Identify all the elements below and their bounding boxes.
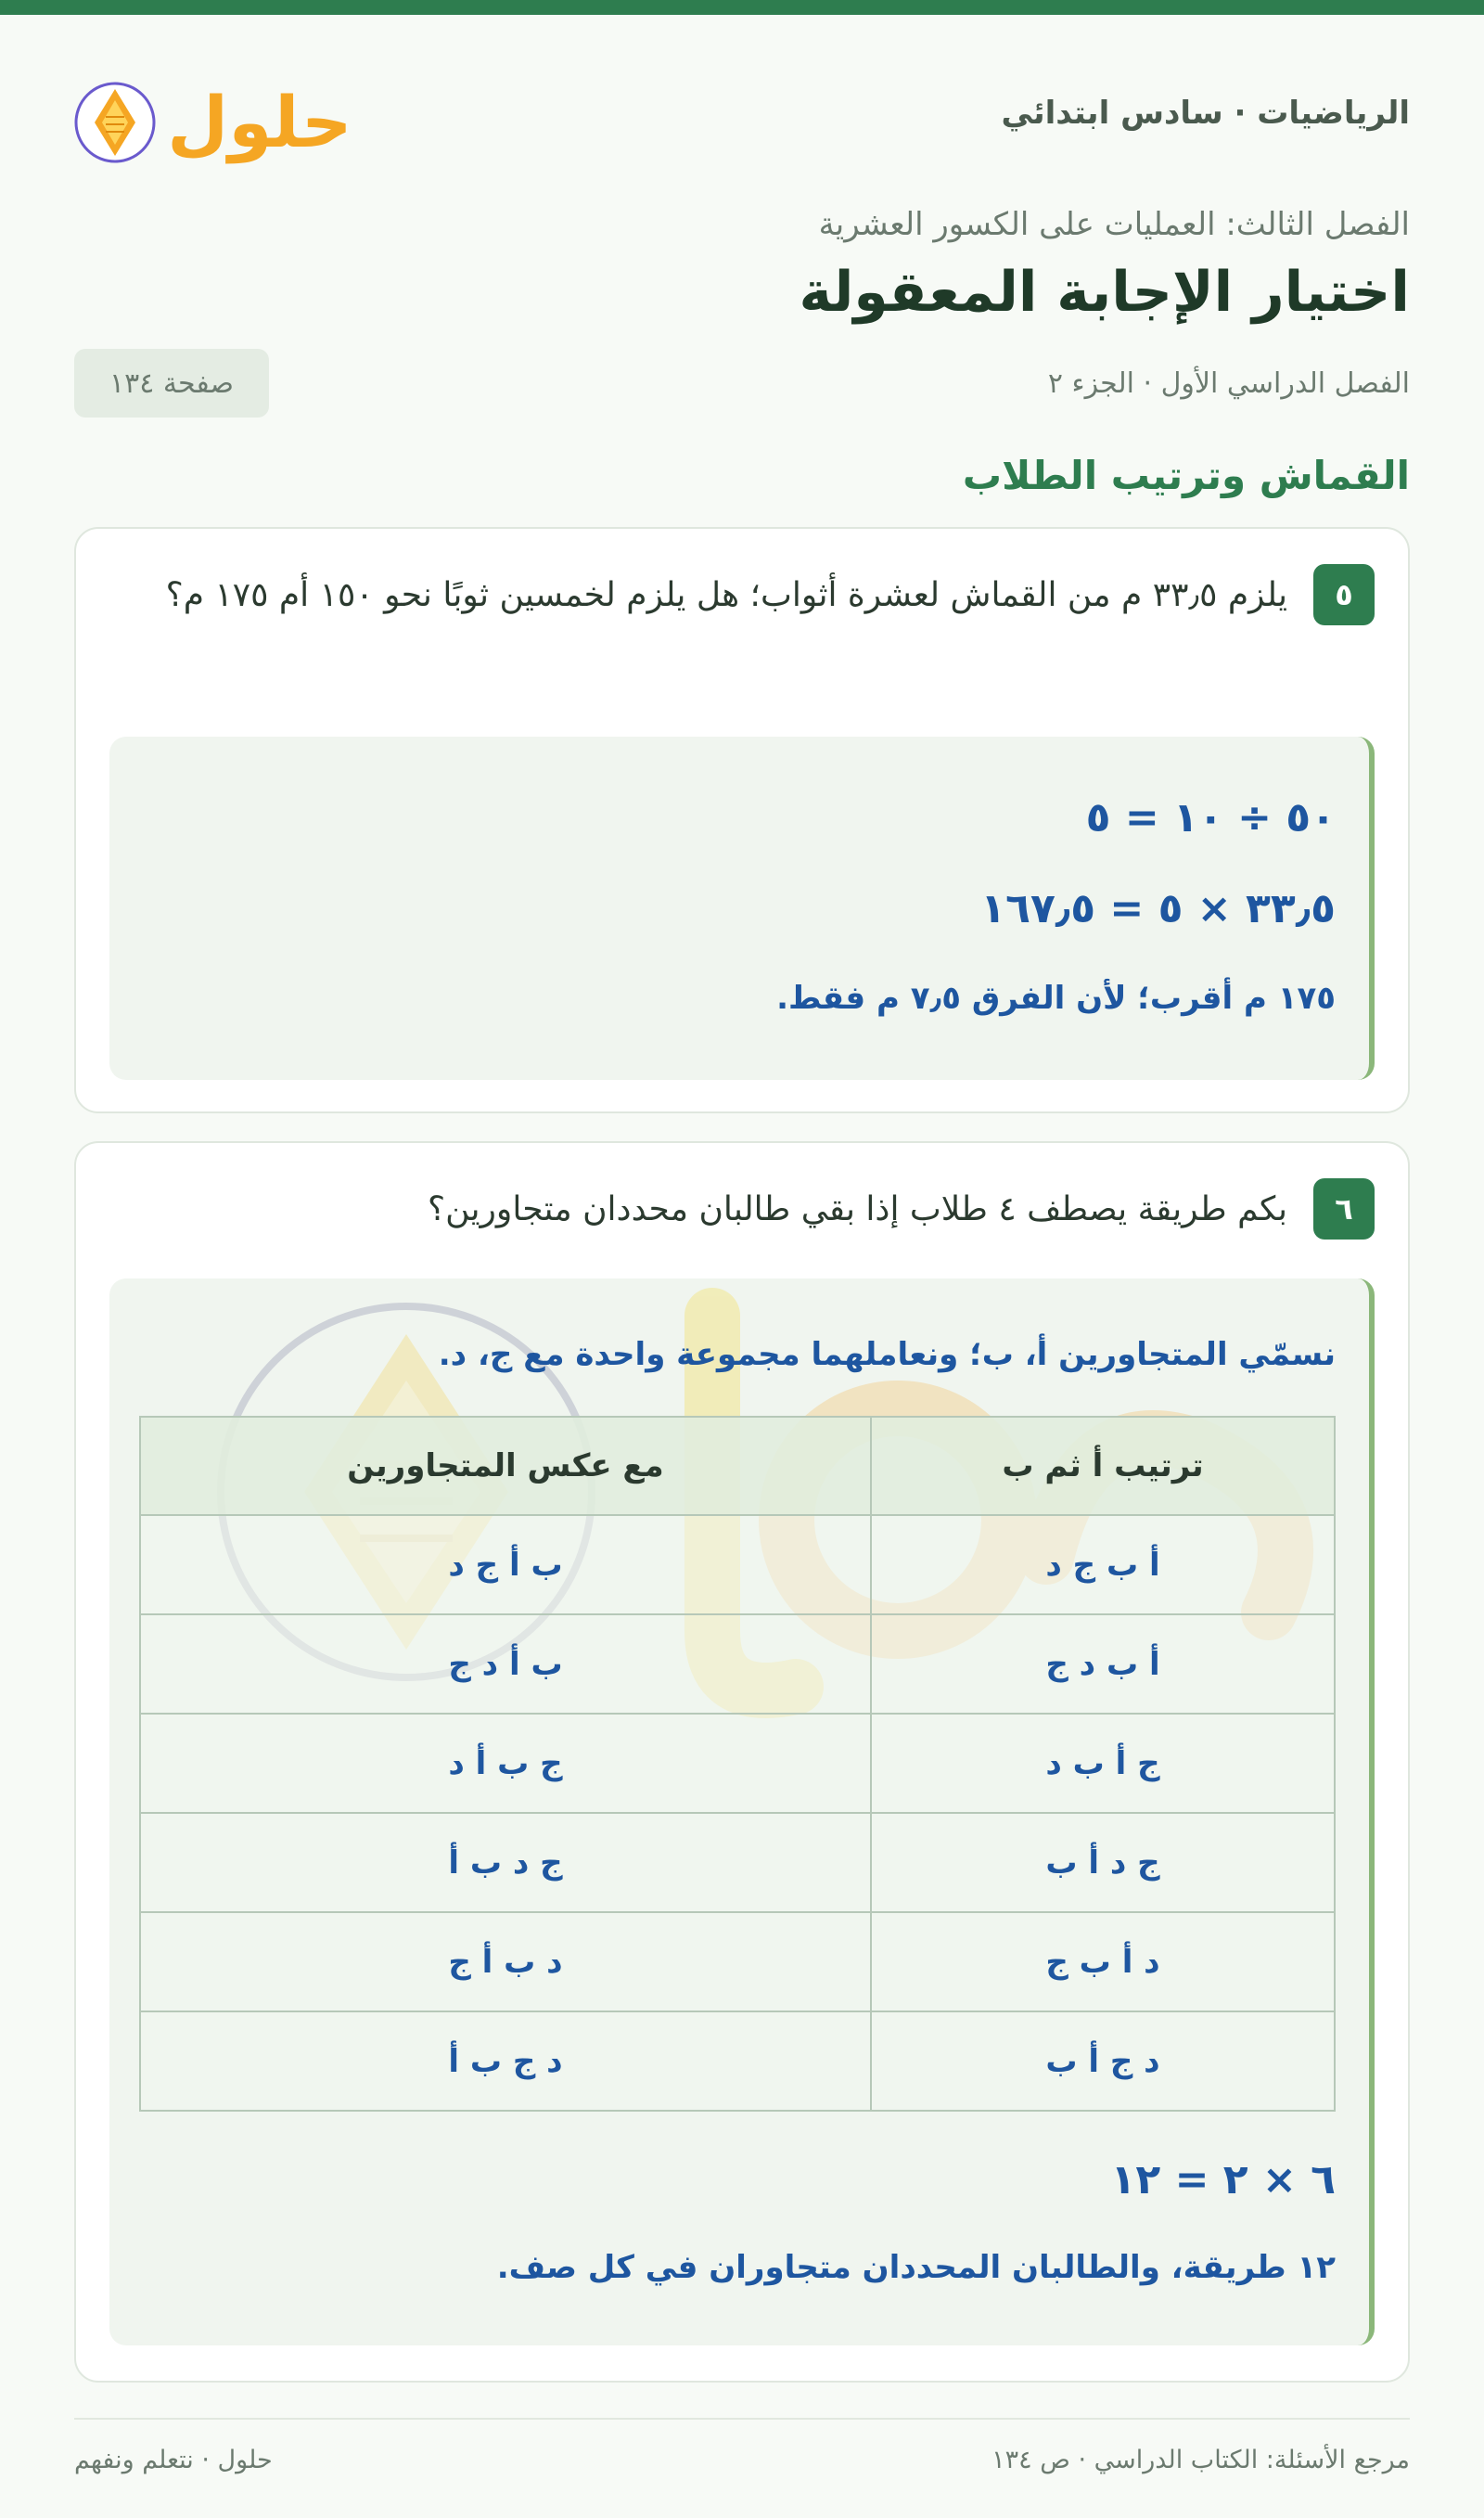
arrangements-table [139, 1416, 1336, 2112]
hulul-logo [74, 65, 352, 167]
answer-box [109, 1278, 1375, 2345]
top-accent-bar [0, 0, 1484, 15]
table-cell: ج ب أ د [140, 1714, 871, 1813]
answer-conclusion: ١٧٥ م أقرب؛ لأن الفرق ٧٫٥ م فقط. [776, 980, 1336, 1017]
table-row [140, 2011, 1335, 2111]
table-header-cell: مع عكس المتجاورين [140, 1417, 871, 1515]
subject-label: الرياضيات · سادس ابتدائي [1001, 95, 1410, 132]
page-number-badge: صفحة ١٣٤ [74, 349, 269, 418]
table-row [140, 1912, 1335, 2011]
answer-equation-line: ٥٠ ÷ ١٠ = ٥ [1085, 794, 1336, 841]
table-cell: د أ ب ج [871, 1912, 1335, 2011]
answer-conclusion: ١٢ طريقة، والطالبان المحددان متجاوران في كل صف. [496, 2249, 1336, 2286]
table-cell: أ ب ج د [871, 1515, 1335, 1614]
table-row [140, 1714, 1335, 1813]
lesson-title: اختيار الإجابة المعقولة [799, 260, 1410, 325]
table-header-row [140, 1417, 1335, 1515]
page-header [74, 56, 1410, 176]
table-cell: ب أ د ج [140, 1614, 871, 1714]
table-row [140, 1515, 1335, 1614]
table-cell: د ج أ ب [871, 2011, 1335, 2111]
answer-intro: نسمّي المتجاورين أ، ب؛ ونعاملهما مجموعة واحدة مع ج، د. [438, 1336, 1336, 1373]
answer-box [109, 737, 1375, 1080]
question-card-5 [74, 527, 1410, 1113]
question-card-6 [74, 1141, 1410, 2383]
semester-label: الفصل الدراسي الأول · الجزء ٢ [1047, 367, 1410, 400]
question-text: بكم طريقة يصطف ٤ طلاب إذا بقي طالبان محددان متجاورين؟ [428, 1190, 1287, 1228]
table-row [140, 1614, 1335, 1714]
table-cell: د ب أ ج [140, 1912, 871, 2011]
table-cell: ج د أ ب [871, 1813, 1335, 1912]
answer-equation-line: ٦ × ٢ = ١٢ [1110, 2156, 1336, 2203]
table-cell: ج د ب أ [140, 1813, 871, 1912]
section-title: القماش وترتيب الطلاب [962, 453, 1410, 498]
chapter-title: الفصل الثالث: العمليات على الكسور العشرية [818, 206, 1410, 243]
question-number-badge: ٦ [1313, 1178, 1375, 1240]
question-text: يلزم ٣٣٫٥ م من القماش لعشرة أثواب؛ هل يلزم لخمسين ثوبًا نحو ١٥٠ أم ١٧٥ م؟ [165, 576, 1287, 614]
table-header-cell: ترتيب أ ثم ب [871, 1417, 1335, 1515]
answer-equation-line: ٣٣٫٥ × ٥ = ١٦٧٫٥ [980, 885, 1336, 932]
table-cell: ب أ ج د [140, 1515, 871, 1614]
logo-wordmark: حلول [167, 81, 352, 163]
table-cell: أ ب د ج [871, 1614, 1335, 1714]
table-cell: د ج ب أ [140, 2011, 871, 2111]
footer-reference: مرجع الأسئلة: الكتاب الدراسي · ص ١٣٤ [991, 2446, 1410, 2474]
table-cell: ج أ ب د [871, 1714, 1335, 1813]
footer-brand: حلول · نتعلم ونفهم [74, 2446, 273, 2474]
footer-divider [74, 2418, 1410, 2420]
question-number-badge: ٥ [1313, 564, 1375, 625]
table-row [140, 1813, 1335, 1912]
